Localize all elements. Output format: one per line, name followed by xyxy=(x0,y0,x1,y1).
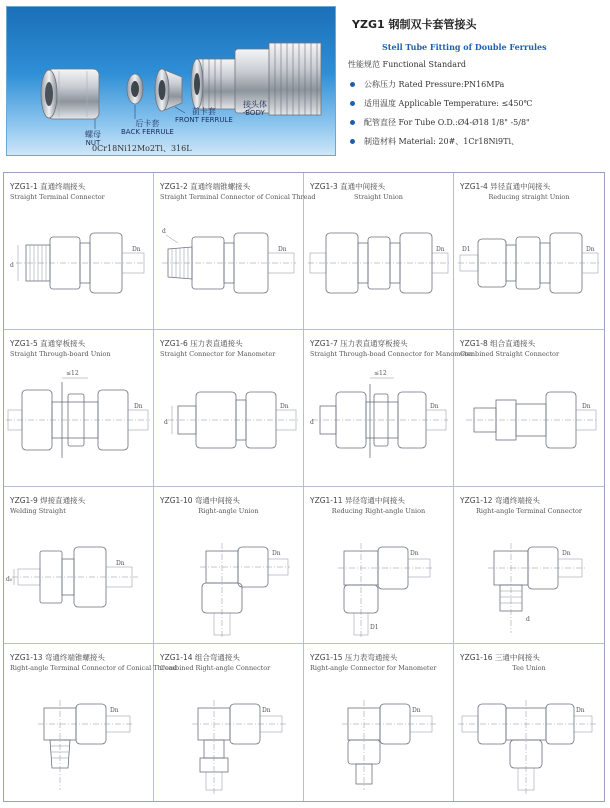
product-code: YZG1-8 组合直通接头 xyxy=(460,339,536,348)
dim-label-dn: Dn xyxy=(132,246,141,253)
product-code: YZG1-9 焊接直通接头 xyxy=(10,496,86,505)
dim-label-dn: Dn xyxy=(134,403,143,410)
product-cell-yzg1-7 xyxy=(304,330,474,487)
functional-standard-heading: 性能规范 Functional Standard xyxy=(348,60,466,69)
dim-label-dn: Dn xyxy=(116,560,125,567)
product-cell-yzg1-2 xyxy=(154,173,316,330)
product-cell-yzg1-10 xyxy=(154,487,304,644)
dim-label-d: d xyxy=(10,262,14,269)
product-code: YZG1-2 直通终端锥螺接头 xyxy=(160,182,251,191)
bullet-icon xyxy=(350,139,355,144)
dim-label-dn: Dn xyxy=(110,707,119,714)
product-name: Right-angle Terminal Connector of Conical Thread xyxy=(10,664,177,672)
product-code: YZG1-1 直通终端接头 xyxy=(10,182,86,191)
drawing-manometer-connector xyxy=(154,364,304,484)
product-name: Tee Union xyxy=(512,664,546,672)
nut-part xyxy=(41,69,99,119)
dim-label-d1: D1 xyxy=(370,624,379,631)
drawing-right-angle-union xyxy=(154,521,304,641)
drawing-conical-thread-connector xyxy=(154,207,304,327)
product-code: YZG1-15 压力表弯通接头 xyxy=(310,653,398,662)
product-cell-yzg1-3 xyxy=(304,173,454,330)
dim-label-dn: Dn xyxy=(586,246,595,253)
page-subtitle: Stell Tube Fitting of Double Ferrules xyxy=(382,42,547,52)
product-name: Straight Terminal Connector of Conical Thread xyxy=(160,193,316,201)
bullet-icon xyxy=(350,82,355,87)
product-photo xyxy=(6,6,336,156)
dim-label-dn: Dn xyxy=(412,707,421,714)
body-label: 接头体 BODY xyxy=(243,100,267,118)
spec-item-pressure: 公称压力 Rated Pressure:PN16MPa xyxy=(348,75,532,94)
front-ferrule-label: 前卡套 FRONT FERRULE xyxy=(175,107,233,125)
product-name: Reducing straight Union xyxy=(488,193,570,201)
dim-label-dn: Dn xyxy=(410,550,419,557)
product-code: YZG1-4 异径直通中间接头 xyxy=(460,182,551,191)
specification-panel xyxy=(342,6,604,162)
product-code: YZG1-6 压力表直通接头 xyxy=(160,339,243,348)
product-code: YZG1-5 直通穿板接头 xyxy=(10,339,86,348)
drawing-welding-straight xyxy=(4,521,154,641)
drawing-reducing-right-angle-union xyxy=(304,521,454,641)
product-cell-yzg1-5 xyxy=(4,330,154,487)
drawing-straight-terminal-connector xyxy=(4,207,154,327)
dim-label-d: d xyxy=(526,616,530,623)
product-cell-yzg1-11 xyxy=(304,487,454,644)
dim-label-dn: Dn xyxy=(262,707,271,714)
drawing-tee-union xyxy=(454,678,604,798)
dim-label-d: d xyxy=(162,228,166,235)
drawing-through-board-union xyxy=(4,364,154,484)
dim-label-dn: Dn xyxy=(430,403,439,410)
drawing-right-angle-conical-thread xyxy=(4,678,154,798)
product-cell-yzg1-9 xyxy=(4,487,154,644)
product-name: Straight Union xyxy=(354,193,403,201)
nut-label: 螺母 NUT xyxy=(85,130,101,148)
product-name: Right-angle Connector for Manometer xyxy=(310,664,437,672)
product-cell-yzg1-16 xyxy=(454,644,604,801)
bullet-icon xyxy=(350,120,355,125)
drawing-manometer-through-board xyxy=(304,364,454,484)
drawing-combined-right-angle-connector xyxy=(154,678,304,798)
product-code: YZG1-3 直通中间接头 xyxy=(310,182,386,191)
product-code: YZG1-12 弯通终端接头 xyxy=(460,496,540,505)
product-name: Straight Connector for Manometer xyxy=(160,350,276,358)
dim-label-dn: Dn xyxy=(280,403,289,410)
product-name: Right-angle Terminal Connector xyxy=(476,507,582,515)
dim-label-dn: Dn xyxy=(436,246,445,253)
product-catalogue-grid xyxy=(3,172,605,802)
product-cell-yzg1-14 xyxy=(154,644,304,801)
product-name: Straight Through-boad Connector for Manometer xyxy=(310,350,474,358)
drawing-combined-straight-connector xyxy=(454,364,604,484)
dim-label-d: d xyxy=(310,419,314,426)
drawing-reducing-straight-union xyxy=(454,207,604,327)
product-code: YZG1-11 异径弯通中间接头 xyxy=(310,496,405,505)
drawing-right-angle-terminal-connector xyxy=(454,521,604,641)
product-name: Right-angle Union xyxy=(198,507,259,515)
dim-label-dn: Dn xyxy=(582,403,591,410)
product-cell-yzg1-6 xyxy=(154,330,304,487)
dim-label-board-thickness: ≤12 xyxy=(374,370,387,377)
dim-label-d: d xyxy=(164,419,168,426)
product-name: Combined Right-angle Connector xyxy=(160,664,271,672)
spec-item-temperature: 适用温度 Applicable Temperature: ≤450℃ xyxy=(348,94,532,113)
product-cell-yzg1-1 xyxy=(4,173,154,330)
dim-label-dn: Dn xyxy=(272,550,281,557)
spec-item-material: 制造材料 Material: 20#、1Cr18Ni9Ti、 xyxy=(348,132,532,151)
back-ferrule-label: 后卡套 BACK FERRULE xyxy=(121,119,174,137)
dim-label-board-thickness: ≤12 xyxy=(66,370,79,377)
dim-label-dn: Dn xyxy=(562,550,571,557)
dim-label-dn: Dn xyxy=(278,246,287,253)
spec-list xyxy=(348,75,532,151)
drawing-right-angle-manometer xyxy=(304,678,454,798)
spec-item-tube-od: 配管直径 For Tube O.D.:Ø4-Ø18 1/8" -5/8" xyxy=(348,113,532,132)
drawing-straight-union xyxy=(304,207,454,327)
product-cell-yzg1-12 xyxy=(454,487,604,644)
dim-label-dn: Dn xyxy=(576,707,585,714)
product-code: YZG1-14 组合弯通接头 xyxy=(160,653,240,662)
dim-label-d1: D1 xyxy=(462,246,471,253)
product-name: Welding Straight xyxy=(10,507,66,515)
product-name: Combined Straight Connector xyxy=(460,350,560,358)
product-name: Straight Through-board Union xyxy=(10,350,111,358)
page-title: YZG1 钢制双卡套管接头 xyxy=(352,18,477,31)
product-cell-yzg1-13 xyxy=(4,644,177,801)
product-code: YZG1-16 三通中间接头 xyxy=(460,653,540,662)
product-code: YZG1-10 弯通中间接头 xyxy=(160,496,240,505)
front-ferrule-part xyxy=(155,69,182,111)
product-code: YZG1-7 压力表直通穿板接头 xyxy=(310,339,408,348)
product-name: Reducing Right-angle Union xyxy=(331,507,426,515)
spec-material-continuation: 0Cr18Ni12Mo2Ti、316L xyxy=(92,144,192,153)
bullet-icon xyxy=(350,101,355,106)
dim-label-d0: d₀ xyxy=(6,576,13,583)
product-code: YZG1-13 弯通终端锥螺接头 xyxy=(10,653,105,662)
product-cell-yzg1-4 xyxy=(454,173,604,330)
product-cell-yzg1-15 xyxy=(304,644,454,801)
product-name: Straight Terminal Connector xyxy=(10,193,105,201)
back-ferrule-part xyxy=(127,74,143,104)
product-cell-yzg1-8 xyxy=(454,330,604,487)
